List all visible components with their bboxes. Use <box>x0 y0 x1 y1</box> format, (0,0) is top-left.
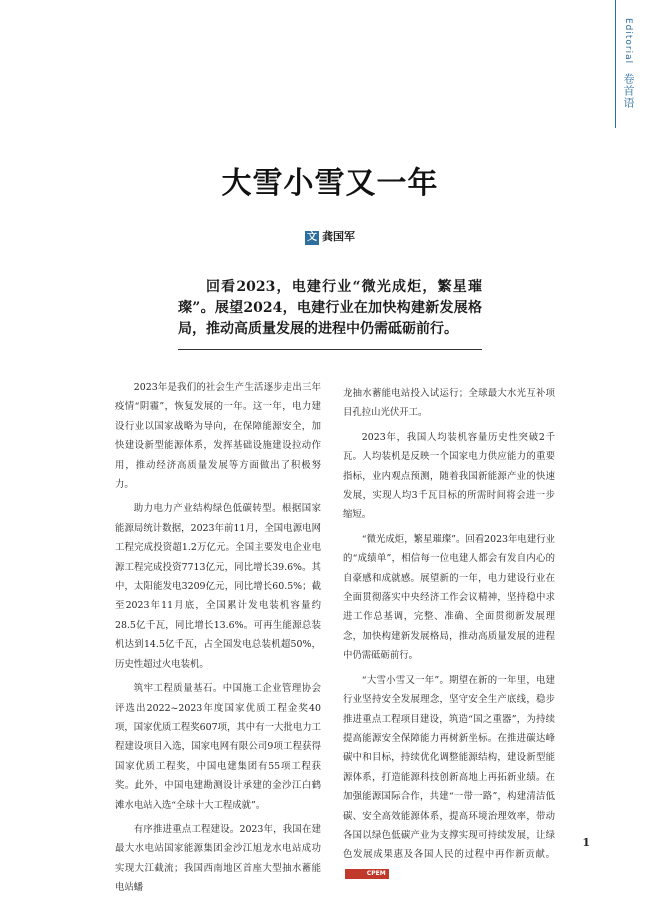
body-paragraph: 筑牢工程质量基石。中国施工企业管理协会评选出2022~2023年度国家优质工程金奖40项，国家优质工程奖607项，其中有一大批电力工程建设项目入选，国家电网有限公司9项工程获得国家优质工程奖，中国电建集团有55项工程获奖。此外，中国电建勘测设计承建的金沙江白鹤滩水电站入选“全球十大工程成就”。 <box>115 683 321 811</box>
body-paragraph: 2023年，我国人均装机容量历史性突破2千瓦。人均装机是反映一个国家电力供应能力的重要指标，业内观点预测，随着我国新能源产业的快速发展，实现人均3千瓦目标的所需时间将会进一步缩短。 <box>343 431 555 521</box>
body-paragraph-continued: 龙抽水蓄能电站投入试运行；全球最大水光互补项目孔拉山光伏开工。 <box>343 388 555 419</box>
section-tab-en: Editorial <box>623 18 633 65</box>
body-paragraph-last <box>343 671 555 884</box>
end-mark-badge: CPEM <box>345 869 389 879</box>
author-badge: 文 <box>307 232 317 243</box>
body-column-right <box>343 384 555 889</box>
section-tab-label <box>620 18 636 109</box>
body-paragraph-text: “大雪小雪又一年”。期望在新的一年里，电建行业坚持安全发展理念，坚守安全生产底线，稳步推进重点工程项目建设，筑造“国之重器”，为持续提高能源安全保障能力再树新坐标。在推进碳达峰碳中和目标，持续优化调整能源结构，建设新型能源体系，打造能源科技创新高地上再拓新业绩。在加强能源国际合作，共建“一带一路”，构建清洁低碳、安全高效能源体系，提高环境治理效率，带动各国以绿色低碳产业为支撑实现可持续发展，让绿色发展成果惠及各国人民的过程中再作新贡献。 <box>343 674 555 861</box>
body-paragraph: 2023年是我们的社会生产生活逐步走出三年疫情“阴霾”，恢复发展的一年。这一年，电力建设行业以国家战略为导向，在保障能源安全，加快建设新型能源体系，发挥基础设施建设拉动作用，推动经济高质量发展等方面做出了积极努力。 <box>115 382 321 491</box>
section-tab-cn: 卷首语 <box>622 72 635 109</box>
article-title: 大雪小雪又一年 <box>221 166 439 201</box>
body-paragraph: “微光成炬，繁星璀璨”。回看2023年电建行业的“成绩单”，相信每一位电建人都会有发自内心的自豪感和成就感。展望新的一年，电力建设行业在全面贯彻落实中央经济工作会议精神，坚持稳中求进工作总基调，完整、准确、全面贯彻新发展理念，加快构建新发展格局，推动高质量发展的进程中仍需砥砺前行。 <box>343 533 555 662</box>
lead-paragraph: 回看2023，电建行业“微光成炬，繁星璀璨”。展望2024，电建行业在加快构建新发展格局，推动高质量发展的进程中仍需砥砺前行。 <box>178 279 482 337</box>
author-name: 龚国军 <box>322 230 355 243</box>
body-paragraph: 助力电力产业结构绿色低碳转型。根据国家能源局统计数据，2023年前11月，全国电源电网工程完成投资超1.2万亿元。全国主要发电企业电源工程完成投资7713亿元，同比增长39.6%。其中，太阳能发电3209亿元，同比增长60.5%；截至2023年11月底，全国累计发电装机容量约28.5亿千瓦，同比增长13.6%。可再生能源总装机达到14.5亿千瓦，占全国发电总装机超50%，历史性超过火电装机。 <box>115 503 321 670</box>
body-paragraph: 有序推进重点工程建设。2023年，我国在建最大水电站国家能源集团金沙江旭龙水电站成功实现大江截流；我国西南地区首座大型抽水蓄能电站蟠 <box>115 823 321 894</box>
lead-divider <box>178 349 482 350</box>
author-line <box>0 228 660 245</box>
page-number: 1 <box>582 836 590 849</box>
body-column-left <box>115 378 321 903</box>
